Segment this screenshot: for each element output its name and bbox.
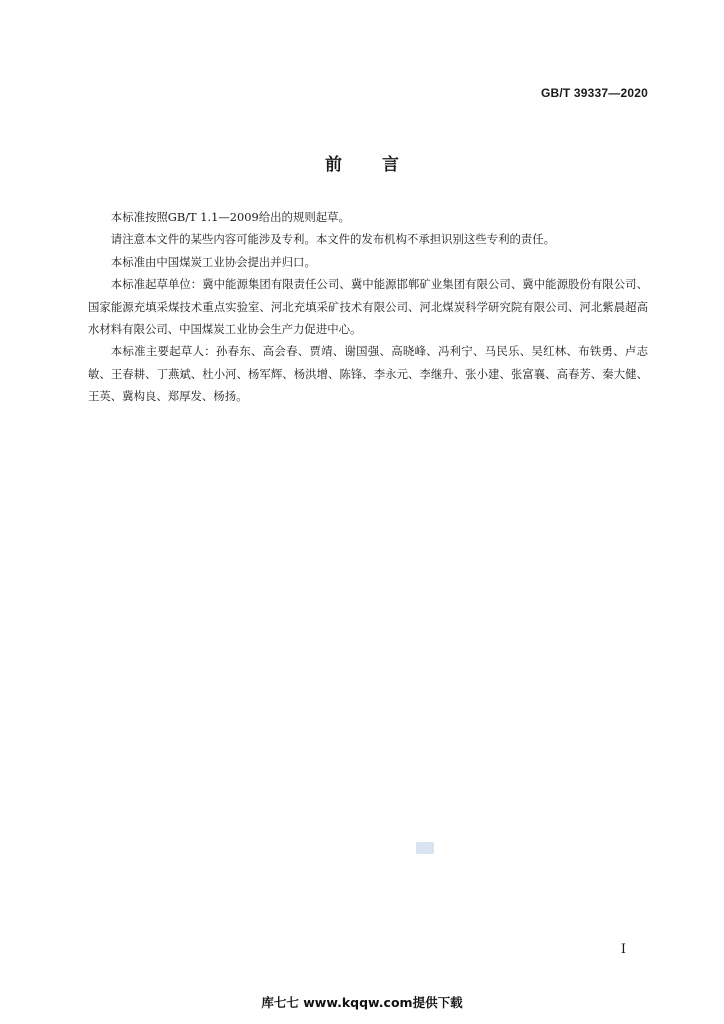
paragraph-drafting-units: 本标准起草单位：冀中能源集团有限责任公司、冀中能源邯郸矿业集团有限公司、冀中能源股份有限公司、国家能源充填采煤技术重点实验室、河北充填采矿技术有限公司、河北煤炭科学研究院有限公司、河北紫晨超高水材料有限公司、中国煤炭工业协会生产力促进中心。 <box>88 277 648 337</box>
page-number: I <box>620 942 626 957</box>
download-footer: 库七七 www.kqqw.com提供下载 <box>261 995 463 1010</box>
watermark-logo-icon <box>416 842 434 854</box>
page-title: 前言 <box>325 155 439 175</box>
standard-code: GB/T 39337—2020 <box>540 86 648 100</box>
document-body <box>88 206 648 408</box>
paragraph-drafters: 本标准主要起草人：孙春东、高会春、贾靖、谢国强、高晓峰、冯利宁、马民乐、吴红林、布铁勇、卢志敏、王春耕、丁燕斌、杜小河、杨军辉、杨洪增、陈锋、李永元、李继升、张小建、张富襄、高春芳、秦大健、王英、冀构良、郑厚发、杨扬。 <box>88 344 648 404</box>
paragraph-patent-notice: 请注意本文件的某些内容可能涉及专利。本文件的发布机构不承担识别这些专利的责任。 <box>110 232 556 247</box>
paragraph-drafting-rules: 本标准按照GB/T 1.1—2009给出的规则起草。 <box>110 210 350 224</box>
paragraph-proposer: 本标准由中国煤炭工业协会提出并归口。 <box>110 254 316 269</box>
